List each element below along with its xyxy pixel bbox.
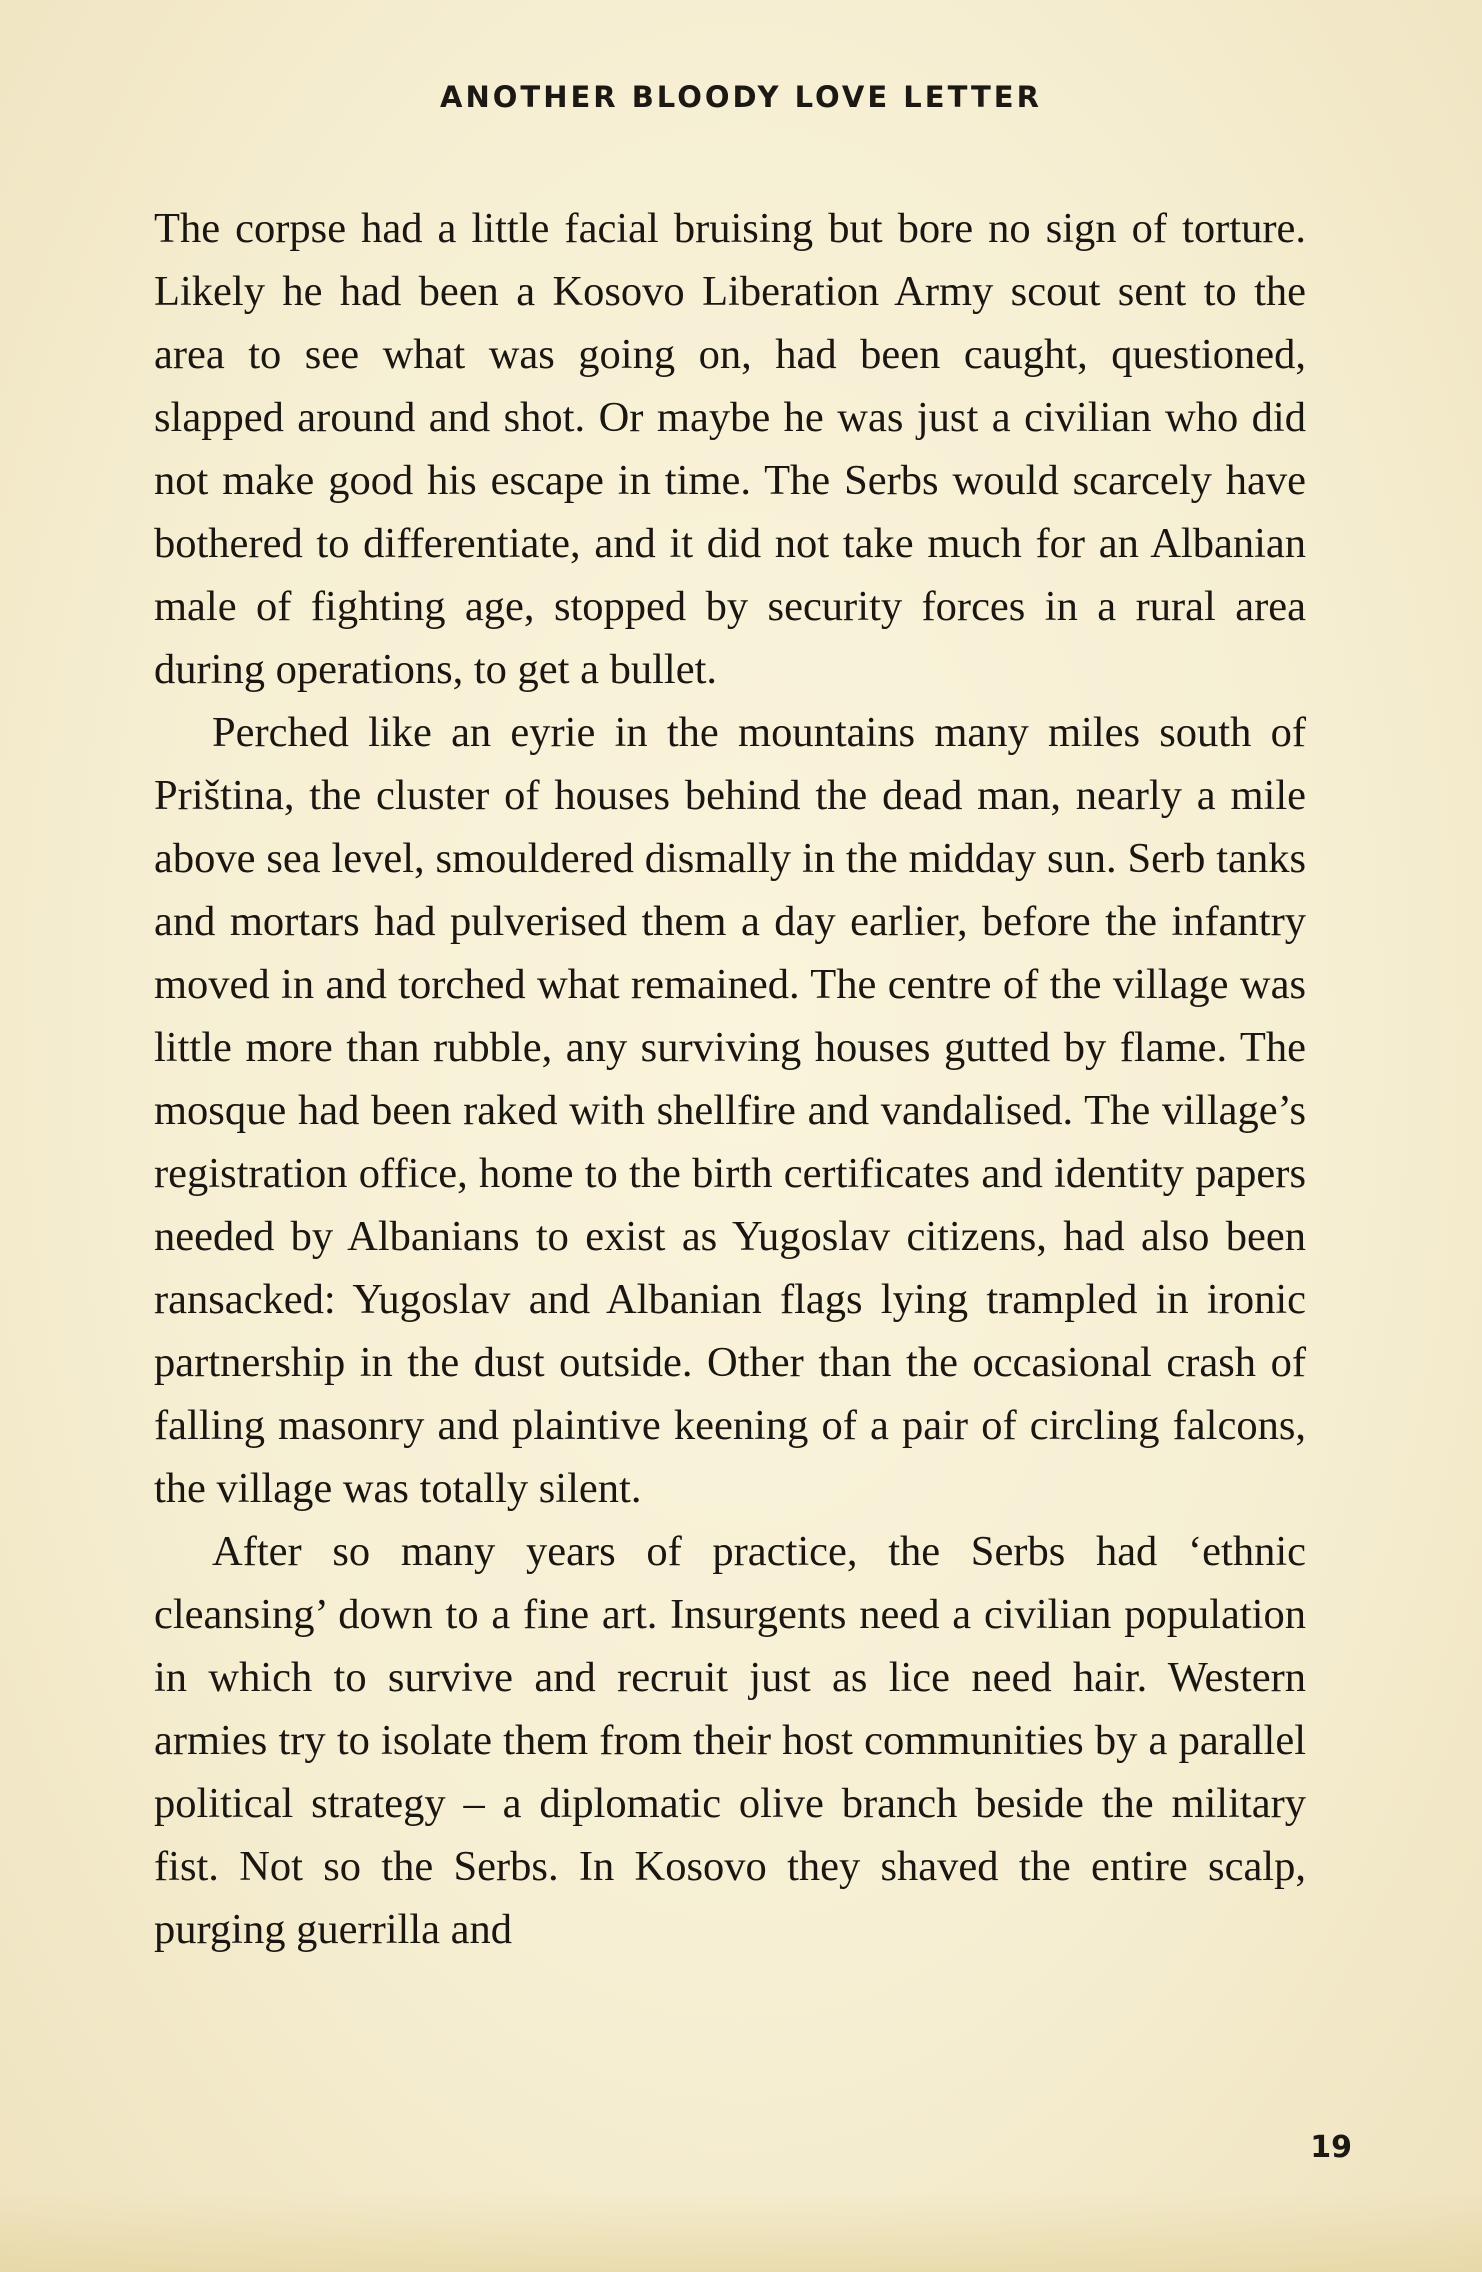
body-text <box>154 197 1306 1961</box>
page-number: 19 <box>1310 2130 1352 2165</box>
paragraph-1: The corpse had a little facial bruising but bore no sign of torture. Likely he had been a Kosovo Liberation Army scout sent to the area to see what was going on, had been caught, questioned, slapped around and shot. Or maybe he was just a civilian who did not make good his escape in time. The Serbs would scarcely have bothered to differentiate, and it did not take much for an Albanian male of fighting age, stopped by security forces in a rural area during operations, to get a bullet. <box>154 205 1306 693</box>
running-head: ANOTHER BLOODY LOVE LETTER <box>440 80 1042 114</box>
paragraph-3: After so many years of practice, the Serbs had ‘ethnic cleansing’ down to a fine art. Insurgents need a civilian population in which to survive and recruit just as lice need hair. Western armies try to isolate them from their host communities by a parallel political strategy – a diplomatic olive branch beside the military fist. Not so the Serbs. In Kosovo they shaved the entire scalp, purging guerrilla and <box>154 1528 1306 1953</box>
paragraph-2: Perched like an eyrie in the mountains many miles south of Priština, the cluster of houses behind the dead man, nearly a mile above sea level, smouldered dismally in the midday sun. Serb tanks and mortars had pulverised them a day earlier, before the infantry moved in and torched what remained. The centre of the village was little more than rubble, any surviving houses gutted by flame. The mosque had been raked with shellfire and vandalised. The village’s registration office, home to the birth certificates and identity papers needed by Albanians to exist as Yugoslav citizens, had also been ransacked: Yugoslav and Albanian flags lying trampled in ironic partnership in the dust outside. Other than the occasional crash of falling masonry and plaintive keening of a pair of circling falcons, the village was totally silent. <box>154 709 1306 1512</box>
